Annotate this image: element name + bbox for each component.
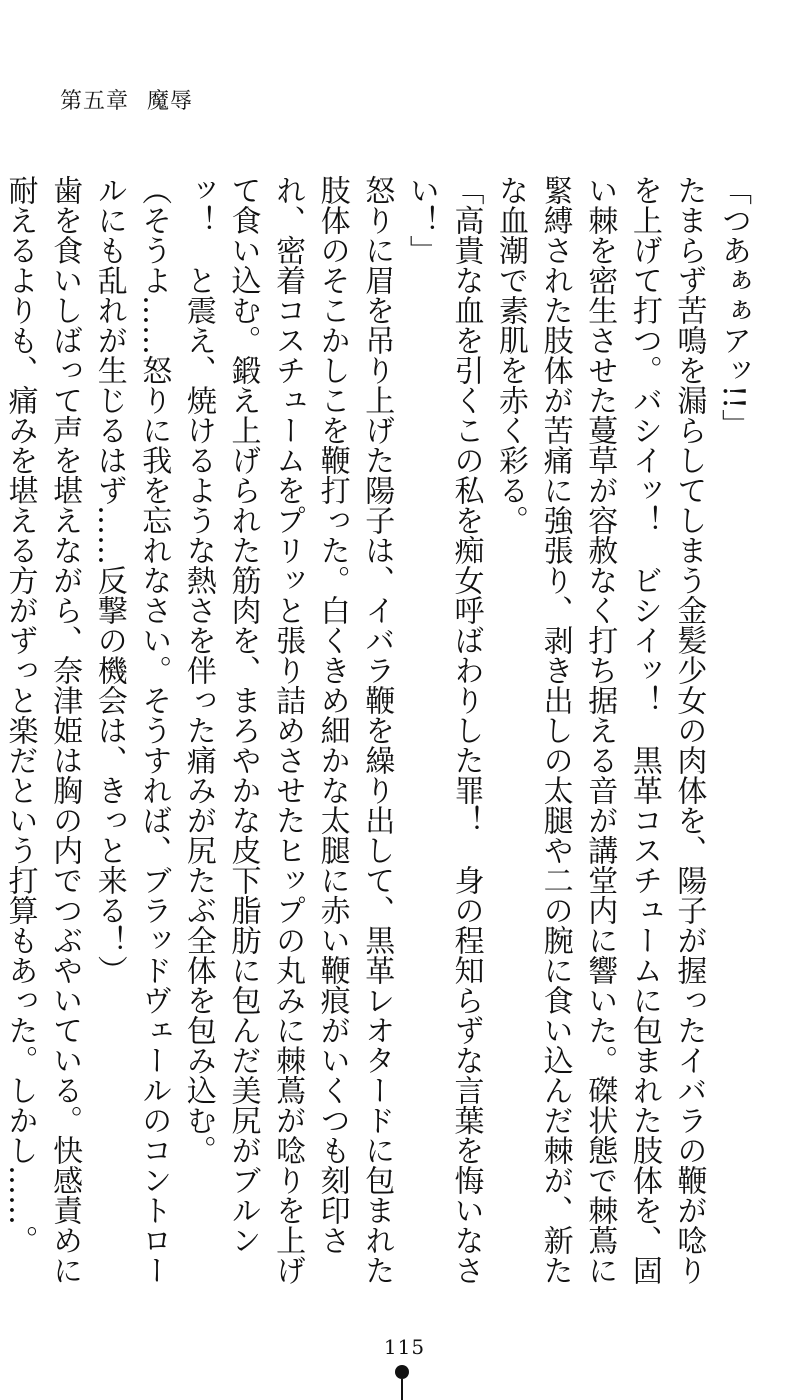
paragraph: 歯を食いしばって声を堪えながら、奈津姫は胸の内でつぶやいている。快感責めに耐えるよりも、痛みを堪える方がずっと楽だという打算もあった。しかし……。: [2, 175, 83, 1285]
dialogue-line: 「つあぁぁアッ!!」: [716, 175, 751, 440]
folio-dot-ornament: [395, 1365, 409, 1379]
running-header: [60, 84, 193, 115]
page-number: 115: [383, 1335, 426, 1359]
chapter-title: 魔辱: [147, 89, 194, 114]
vertical-body-text: [2, 175, 755, 1285]
paragraph: たまらず苦鳴を漏らしてしまう金髪少女の肉体を、陽子が握ったイバラの鞭が唸りを上げて打つ。バシイッ！ ビシイッ！ 黒革コスチュームに包まれた肢体を、固い棘を密生させた蔓草が容赦なく打ち据える音が講堂内に響いた。磔状態で棘蔦に緊縛された肢体が苦痛に強張り、剥き出しの太腿や二の腕に食い込んだ棘が、新たな血潮で素肌を赤く彩る。: [493, 175, 707, 1285]
folio-stem-ornament: [401, 1379, 403, 1400]
dialogue-line: 「高貴な血を引くこの私を痴女呼ばわりした罪！ 身の程知らずな言葉を悔いなさい！」: [403, 175, 484, 1285]
inner-thought: （そうよ……怒りに我を忘れなさい。そうすれば、ブラッドヴェールのコントロールにも乱れが生じるはず……反撃の機会は、きっと来る！）: [91, 175, 172, 1285]
chapter-number: 第五章: [60, 89, 130, 114]
paragraph: 怒りに眉を吊り上げた陽子は、イバラ鞭を繰り出して、黒革レオタードに包まれた肢体のそこかしこを鞭打った。白くきめ細かな太腿に赤い鞭痕がいくつも刻印され、密着コスチュームをプリッと張り詰めさせたヒップの丸みに棘蔦が唸りを上げて食い込む。鍛え上げられた筋肉を、まろやかな皮下脂肪に包んだ美尻がブルンッ！ と震え、焼けるような熱さを伴った痛みが尻たぶ全体を包み込む。: [180, 175, 395, 1285]
